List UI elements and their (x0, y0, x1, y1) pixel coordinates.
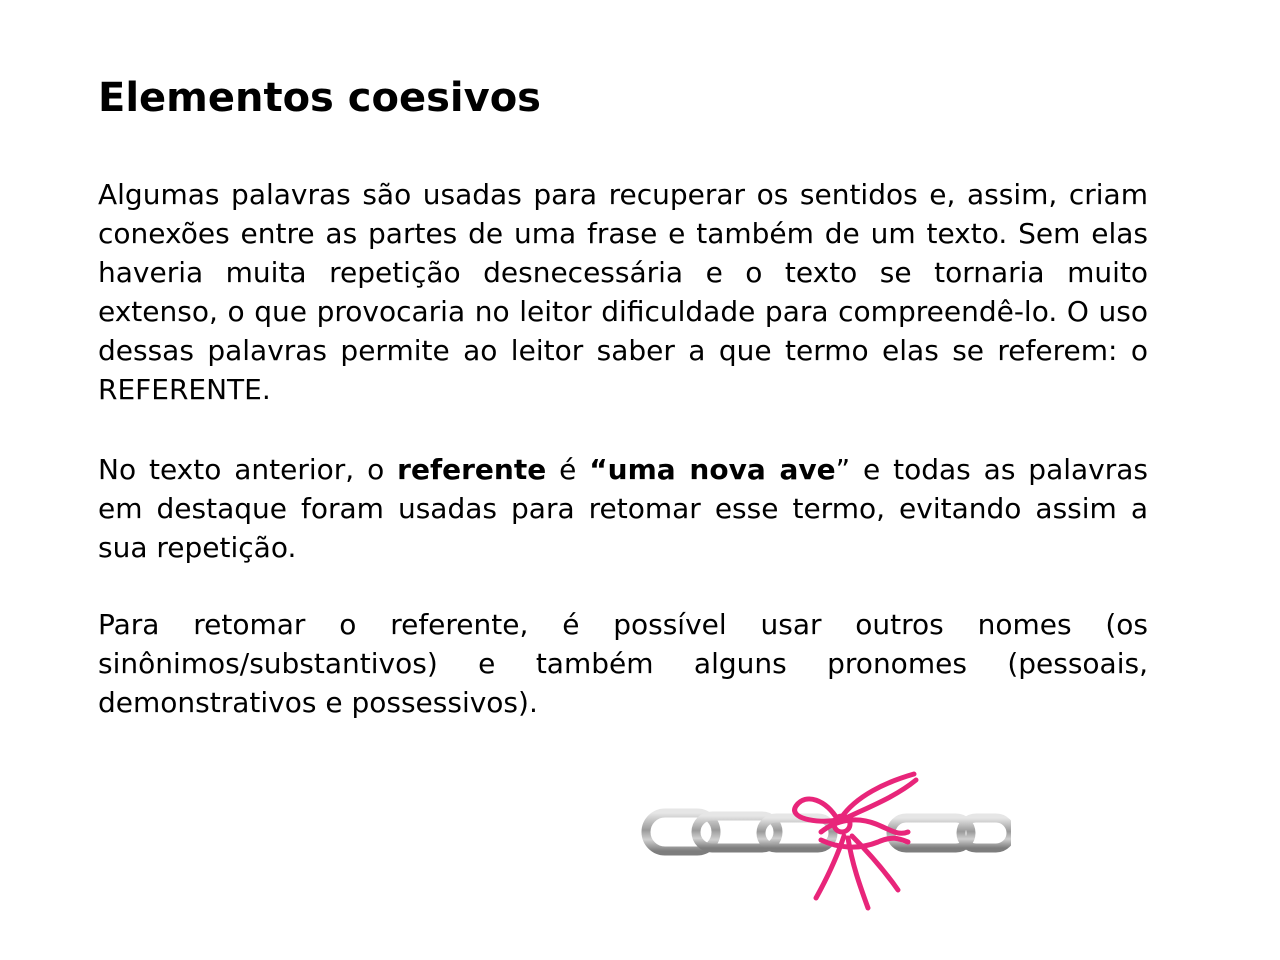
bold-referente: referente (397, 453, 547, 486)
paragraph-referent-text-1: No texto anterior, o (98, 453, 398, 486)
chain-links-tied-with-pink-yarn-icon (616, 720, 1011, 920)
paragraph-referent-text-3: ” e todas as palavras em destaque foram usadas para retomar esse termo, evitando assim a sua repetição. (98, 453, 1149, 564)
chain-links-image (616, 720, 1011, 920)
bold-uma-nova-ave: “uma nova ave (589, 453, 836, 486)
paragraph-retomar: Para retomar o referente, é possível usar outros nomes (os sinônimos/substantivos) e também alguns pronomes (pessoais, demonstrativos e possessivos). (98, 608, 1148, 719)
paragraph-intro: Algumas palavras são usadas para recuperar os sentidos e, assim, criam conexões entre as partes de uma frase e também de um texto. Sem elas haveria muita repetição desnecessária e o texto se tornaria muito extenso, o que provocaria no leitor dificuldade para compreendê-lo. O uso dessas palavras permite ao leitor saber a que termo elas se referem: o REFERENTE. (98, 178, 1148, 406)
page-title: Elementos coesivos (98, 75, 541, 121)
paragraph-referent-text-2: é (546, 453, 590, 486)
paragraph-referent (98, 450, 1148, 567)
